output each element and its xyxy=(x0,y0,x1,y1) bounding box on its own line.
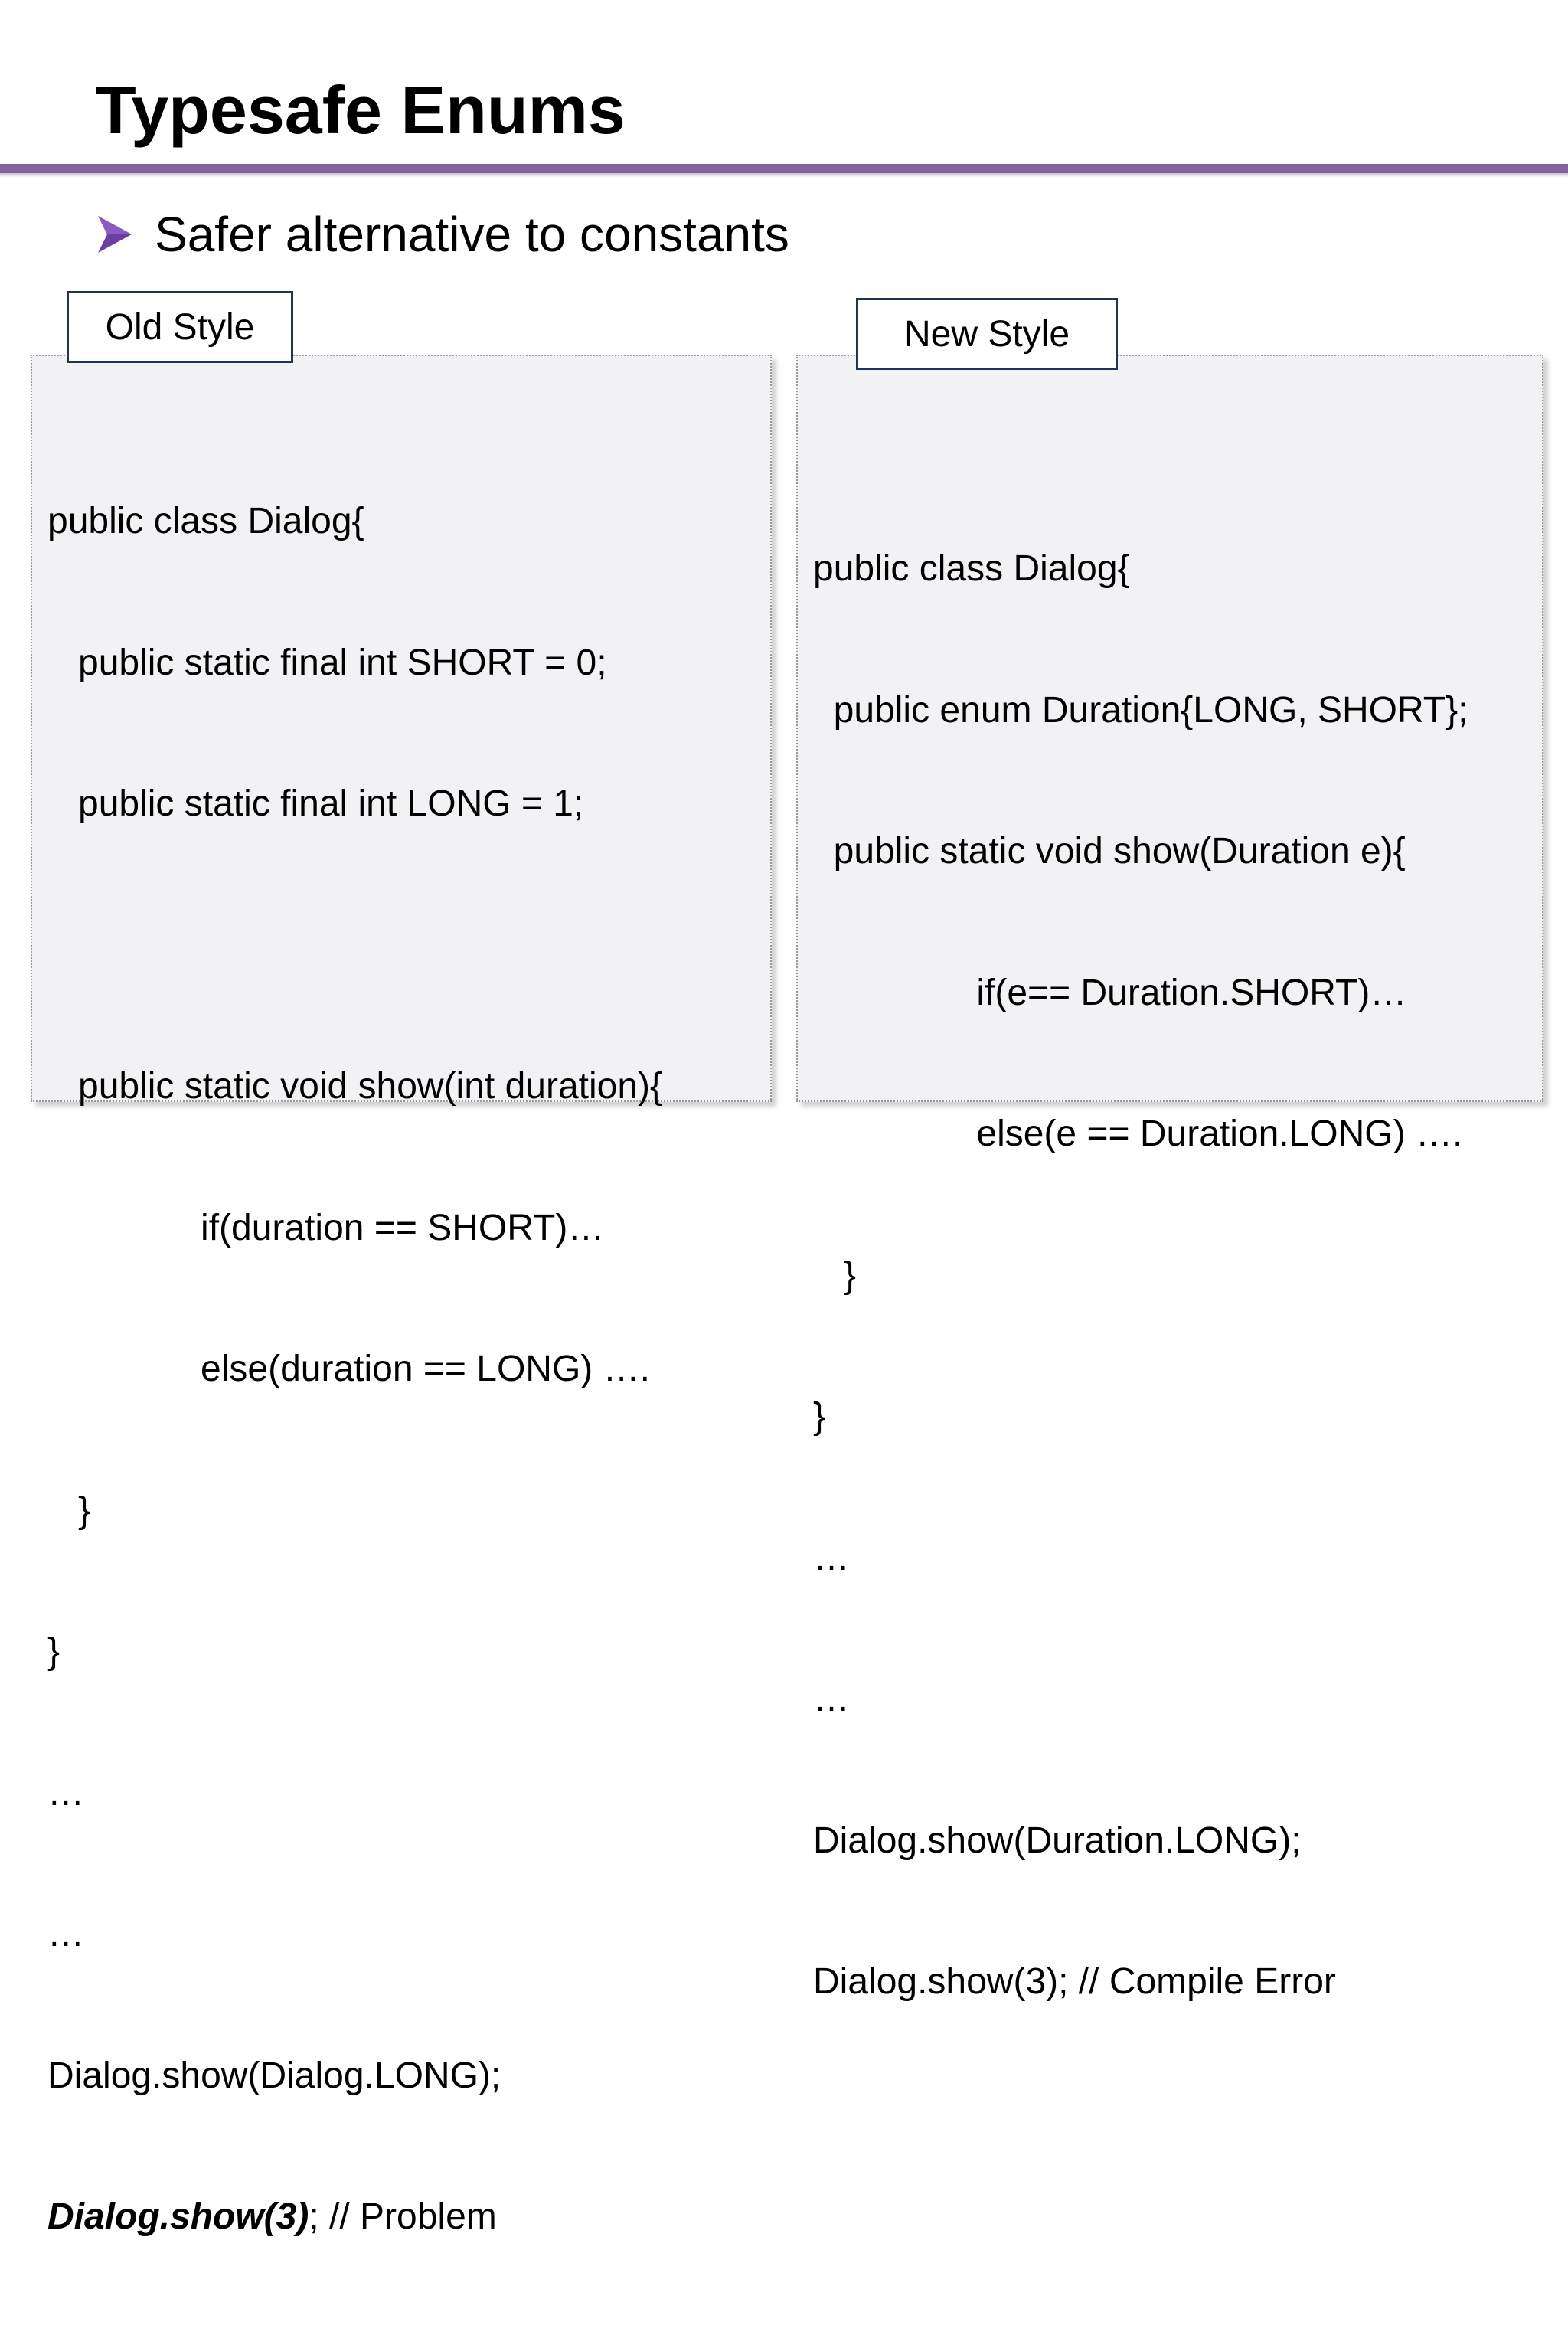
code-line: } xyxy=(813,1396,826,1437)
code-line: else(duration == LONG) …. xyxy=(47,1349,650,1389)
code-line: if(duration == SHORT)… xyxy=(47,1207,605,1248)
code-line-problem xyxy=(47,2193,662,2241)
code-line: public static final int SHORT = 0; xyxy=(47,642,607,683)
slide-title: Typesafe Enums xyxy=(95,72,626,148)
code-line: } xyxy=(47,1631,60,1672)
new-style-label: New Style xyxy=(856,298,1118,370)
code-line: } xyxy=(813,1254,857,1296)
code-line: … xyxy=(47,1914,84,1954)
code-line: public static void show(int duration){ xyxy=(47,1066,663,1107)
code-line: public class Dialog{ xyxy=(47,501,364,541)
old-style-code xyxy=(47,404,662,2335)
code-line: if(e== Duration.SHORT)… xyxy=(813,972,1407,1013)
code-line: … xyxy=(47,1772,84,1813)
bullet-text: Safer alternative to constants xyxy=(155,207,789,262)
code-line: public enum Duration{LONG, SHORT}; xyxy=(813,689,1468,731)
code-line: public static final int LONG = 1; xyxy=(47,783,584,824)
code-line: public static void show(Duration e){ xyxy=(813,831,1406,872)
code-emphasis: Dialog.show(3) xyxy=(47,2196,309,2237)
code-line: … xyxy=(813,1537,850,1578)
code-comment: ; // Problem xyxy=(309,2196,497,2237)
code-line xyxy=(47,922,662,970)
code-line: … xyxy=(813,1679,850,1719)
arrowhead-bullet-icon xyxy=(95,213,135,256)
new-style-code-panel xyxy=(796,355,1544,2002)
bullet-item xyxy=(95,204,789,265)
code-line: else(e == Duration.LONG) …. xyxy=(813,1114,1463,1154)
code-line: Dialog.show(Duration.LONG); xyxy=(813,1820,1302,1861)
title-divider xyxy=(0,164,1568,173)
code-line: } xyxy=(47,1490,91,1531)
new-style-code xyxy=(813,451,1468,2100)
old-style-code-panel xyxy=(31,355,772,2237)
title-divider-shadow xyxy=(0,173,1568,178)
code-line: Dialog.show(3); // Compile Error xyxy=(813,1961,1336,2002)
code-line: public class Dialog{ xyxy=(813,548,1130,589)
code-line: Dialog.show(Dialog.LONG); xyxy=(47,2055,501,2096)
old-style-label: Old Style xyxy=(67,291,293,363)
